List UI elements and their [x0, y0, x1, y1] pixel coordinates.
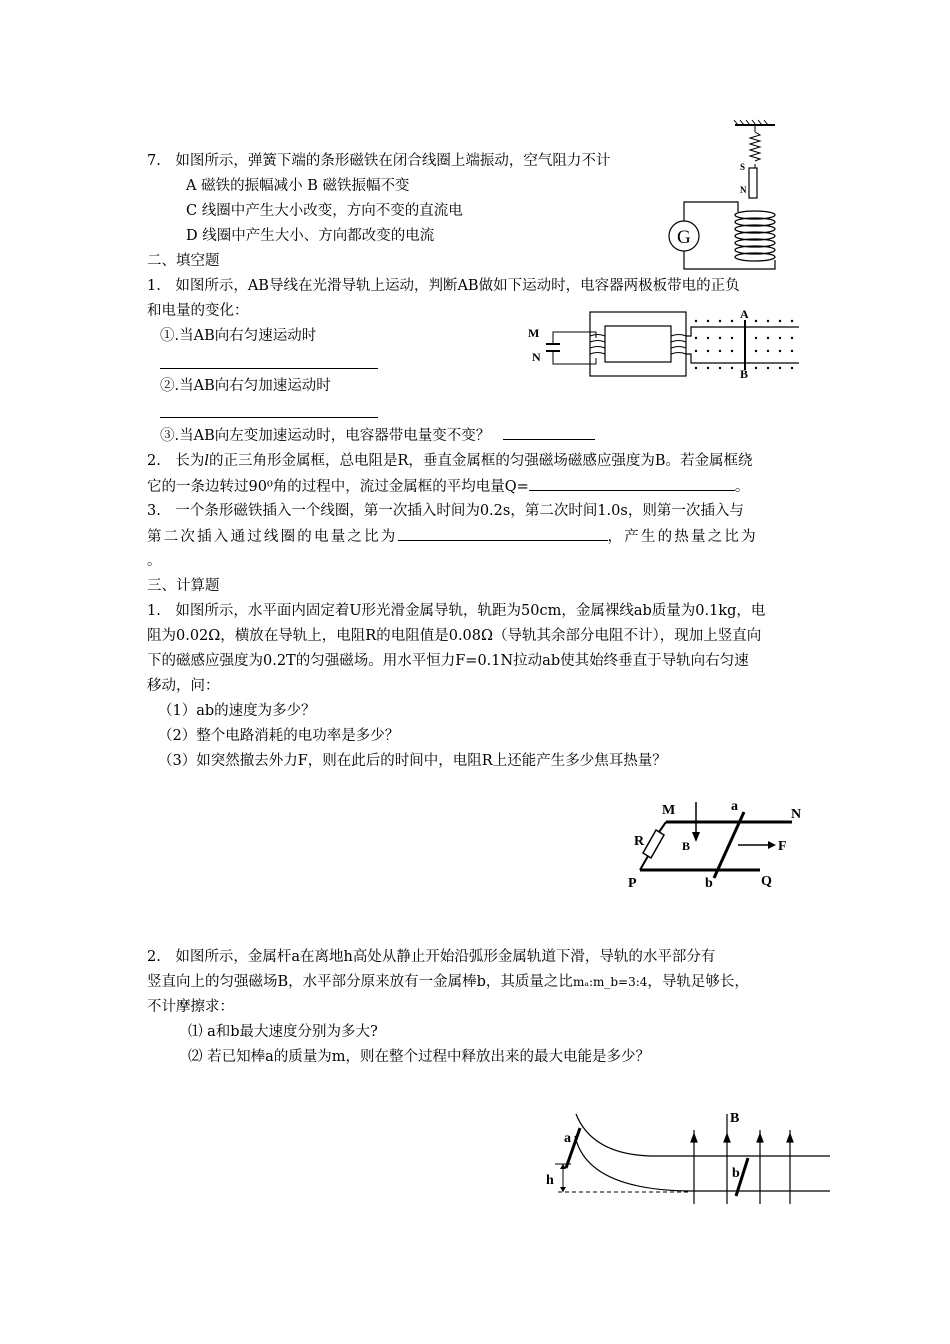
q7-g-label: G: [677, 227, 691, 248]
calc-heading: 三、计算题: [147, 578, 220, 594]
q7-option-c: C 线圈中产生大小改变，方向不变的直流电: [186, 203, 463, 219]
q7-options-ab: [186, 176, 409, 196]
fill-q1-m-label: M: [528, 326, 540, 340]
fill-q1-a: ①.当AB向右匀速运动时: [160, 328, 317, 344]
calc-q2-h-label: h: [546, 1173, 554, 1188]
fill-q1-n-label: N: [532, 350, 541, 364]
fill-q2-post: 的正三角形金属框，总电阻是R，垂直金属框的匀强磁场磁感应强度为B。若金属框绕: [208, 453, 753, 469]
fill-q3-line2: [147, 526, 758, 547]
calc-q1-sub3: （3）如突然撤去外力F，则在此后的时间中，电阻R上还能产生多少焦耳热量？: [158, 753, 667, 769]
calc-q1-line1: 1. 如图所示，水平面内固定着U形光滑金属导轨，轨距为50cm，金属裸线ab质量为0.1kg，电: [147, 603, 766, 619]
fill-heading: 二、填空题: [147, 253, 220, 269]
fill-q1-c-text: ③.当AB向左变加速运动时，电容器带电量变不变？: [160, 428, 491, 444]
calc-q1-line2: 阻为0.02Ω，横放在导轨上，电阻R的电阻值是0.08Ω（导轨其余部分电阻不计），现加上竖直向: [147, 628, 762, 644]
fill-q3-answer-line-1[interactable]: [398, 526, 608, 541]
calc-q2-line2: [147, 972, 749, 992]
q7-figure: [660, 118, 790, 274]
calc-q2-bfield-label: B: [730, 1111, 740, 1126]
fill-q2-end: 。: [734, 479, 750, 495]
fill-q3-line1: 3. 一个条形磁铁插入一个线圈，第一次插入时间为0.2s，第二次时间1.0s，则第一次插入与: [147, 503, 744, 519]
calc-q2-line2-post: ，导轨足够长，: [647, 974, 749, 990]
calc-q2-sub1: ⑴ a和b最大速度分别为多大?: [188, 1024, 378, 1040]
calc-q1-figure: [620, 798, 810, 893]
fill-q1-c: [160, 425, 595, 446]
calc-q2-line1: 2. 如图所示，金属杆a在离地h高处从静止开始沿弧形金属轨道下滑，导轨的水平部分有: [147, 949, 716, 965]
fill-q1-a-answer-line[interactable]: [160, 368, 378, 369]
fill-q1-line2: 和电量的变化：: [147, 303, 249, 319]
q7-option-d: D 线圈中产生大小、方向都改变的电流: [186, 228, 435, 244]
calc-q2-line2-text: 竖直向上的匀强磁场B，水平部分原来放有一金属棒b，其质量之比: [147, 974, 573, 990]
fill-q1-b-answer-line[interactable]: [160, 417, 378, 418]
q7-s-label: S: [740, 162, 746, 172]
calc-q1-n-label: N: [791, 807, 802, 822]
fill-q2-line1: [147, 451, 753, 471]
calc-q1-bfield-label: B: [682, 839, 691, 853]
fill-q2-pre: 2. 长为: [147, 453, 205, 469]
q7-option-b: B 磁铁振幅不变: [307, 178, 410, 194]
calc-q1-q-label: Q: [761, 874, 772, 889]
fill-q3-post: ，产生的热量之比为: [607, 529, 758, 545]
calc-q2-sub2: ⑵ 若已知棒a的质量为m，则在整个过程中释放出来的最大电能是多少？: [188, 1049, 651, 1065]
calc-q2-a-label: a: [564, 1131, 571, 1146]
q7-stem: 7. 如图所示，弹簧下端的条形磁铁在闭合线圈上端振动，空气阻力不计: [147, 153, 611, 169]
fill-q2-line2: [147, 476, 749, 497]
calc-q1-m-label: M: [662, 803, 676, 818]
calc-q2-ratio: mₐ:m_b=3:4: [572, 975, 648, 989]
calc-q1-r-label: R: [634, 834, 645, 849]
fill-q2-var: l: [204, 453, 209, 469]
calc-q1-p-label: P: [628, 876, 637, 891]
calc-q2-b-label: b: [732, 1166, 740, 1181]
fill-q2-answer-line[interactable]: [529, 476, 735, 491]
fill-q1-a-label: A: [740, 307, 749, 321]
fill-q2-line2-text: 它的一条边转过90⁰角的过程中，流过金属框的平均电量Q=: [147, 479, 529, 495]
q7-n-label: N: [740, 185, 747, 195]
fill-q1-b: ②.当AB向右匀加速运动时: [160, 378, 331, 394]
calc-q1-line3: 下的磁感应强度为0.2T的匀强磁场。用水平恒力F=0.1N拉动ab使其始终垂直于导轨向右匀速: [147, 653, 749, 669]
fill-q1-line1: 1. 如图所示，AB导线在光滑导轨上运动，判断AB做如下运动时，电容器两极板带电的正负: [147, 278, 740, 294]
calc-q1-f-label: F: [778, 839, 787, 854]
calc-q2-line3: 不计摩擦求：: [147, 999, 234, 1015]
fill-q3-pre: 第二次插入通过线圈的电量之比为: [147, 529, 398, 545]
calc-q1-a-label: a: [731, 799, 738, 814]
fill-q1-c-answer-line[interactable]: [503, 425, 595, 440]
calc-q1-sub2: （2）整个电路消耗的电功率是多少？: [158, 728, 400, 744]
calc-q1-line4: 移动，问：: [147, 678, 220, 694]
fill-q1-figure: [526, 306, 801, 382]
fill-q3-line3: 。: [147, 553, 162, 569]
fill-q1-b-label: B: [740, 367, 749, 381]
q7-option-a: A 磁铁的振幅减小: [186, 178, 303, 194]
calc-q1-b-label: b: [705, 876, 713, 891]
calc-q1-sub1: （1）ab的速度为多少？: [158, 703, 316, 719]
calc-q2-figure: [540, 1104, 830, 1208]
